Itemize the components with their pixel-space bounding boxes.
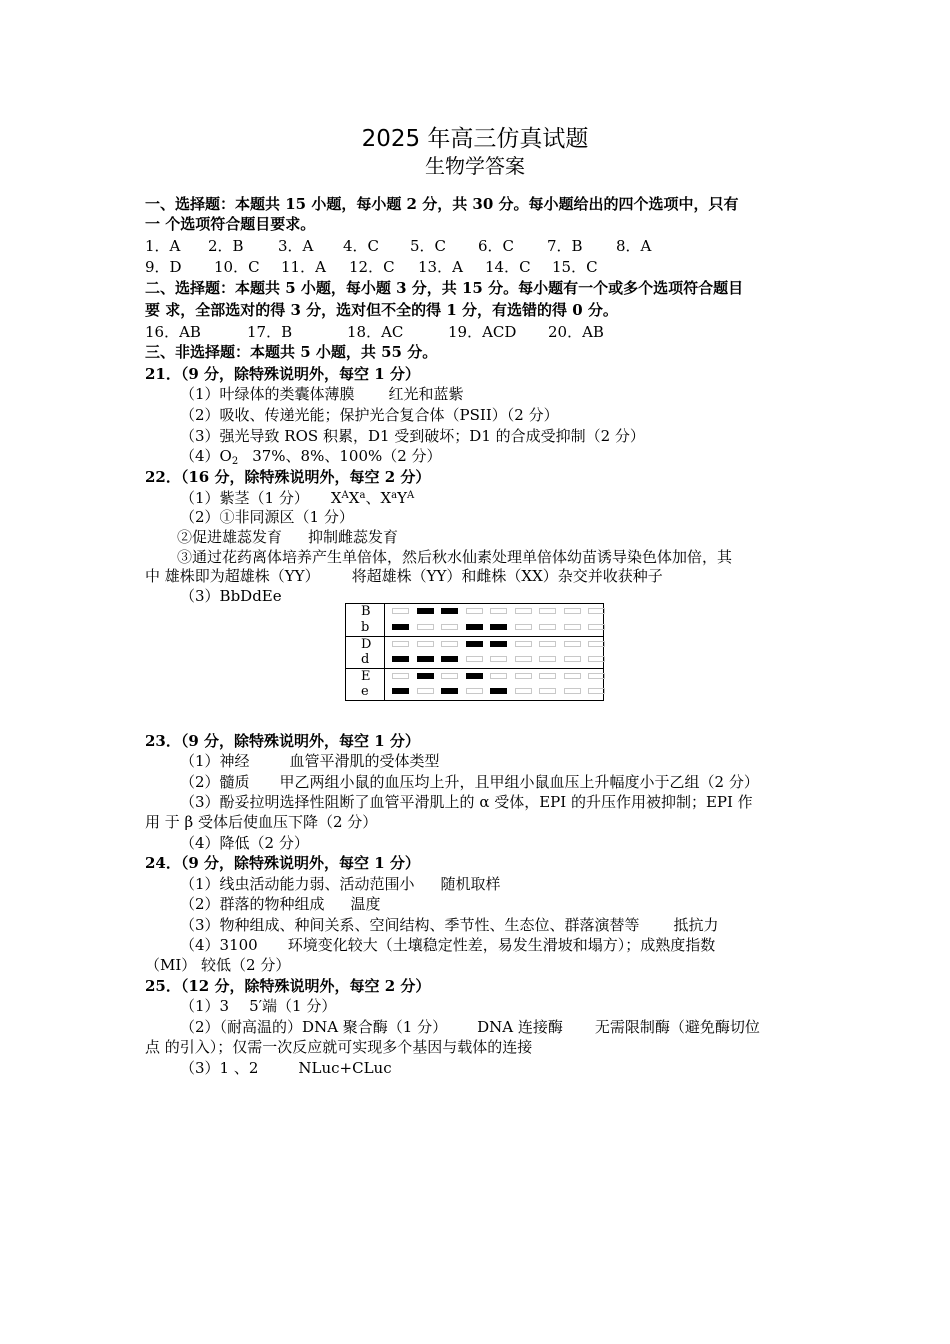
q21-answer-1-part1: （1）叶绿体的类囊体薄膜 <box>180 385 355 403</box>
allele-label: e <box>361 684 369 699</box>
section1-heading-line1: 一、选择题：本题共 15 小题，每小题 2 分，共 30 分。每小题给出的四个选项中，只有 <box>145 195 739 213</box>
q21-answer-4-prefix: （4）O <box>180 447 232 465</box>
band-absent <box>417 688 434 694</box>
band-absent <box>466 688 483 694</box>
q25-answer-1 <box>180 996 336 1016</box>
band-absent <box>417 624 434 630</box>
q23-answer-3-line2: 用 于 β 受体后使血压下降（2 分） <box>145 813 378 831</box>
answer-item: 10．C <box>214 258 260 276</box>
band-absent <box>539 656 556 662</box>
band-present <box>392 656 409 662</box>
band-absent <box>392 673 409 679</box>
band-absent <box>515 641 532 647</box>
q22-answer-1-part1: （1）紫茎（1 分） <box>180 489 309 507</box>
band-absent <box>588 688 605 694</box>
q21-answer-2: （2）吸收、传递光能；保护光合复合体（PSII）（2 分） <box>180 406 559 424</box>
band-absent <box>392 641 409 647</box>
q25-answer-2-part3: 无需限制酶（避免酶切位 <box>594 1018 760 1036</box>
allele-label: B <box>361 604 371 619</box>
q25-answer-2 <box>180 1017 760 1037</box>
q24-answer-3-part2: 抵抗力 <box>673 916 719 934</box>
answer-item: 16．AB <box>145 323 201 341</box>
band-absent <box>539 641 556 647</box>
q24-answer-4-line2: （MI） 较低（2 分） <box>145 956 291 974</box>
band-present <box>417 608 434 614</box>
section2-heading-line2: 要 求，全部选对的得 3 分，选对但不全的得 1 分，有选错的得 0 分。 <box>145 301 618 319</box>
q24-answer-2-part1: （2）群落的物种组成 <box>180 895 325 913</box>
band-absent <box>392 608 409 614</box>
q24-answer-3 <box>180 915 719 935</box>
q25-answer-3-part2: NLuc+CLuc <box>298 1059 392 1077</box>
q22-answer-2-2-part2: 抑制雌蕊发育 <box>308 528 399 546</box>
q23-answer-2 <box>180 772 759 792</box>
band-absent <box>515 673 532 679</box>
q25-answer-3 <box>180 1058 392 1078</box>
q25-heading: 25．（12 分，除特殊说明外，每空 2 分） <box>145 977 431 995</box>
q24-answer-2-part2: 温度 <box>350 895 381 913</box>
band-present <box>490 624 507 630</box>
band-absent <box>490 608 507 614</box>
q22-answer-2: （2）①非同源区（1 分） <box>180 508 354 526</box>
q24-answer-4-part2: 环境变化较大（土壤稳定性差，易发生滑坡和塌方）；成熟度指数 <box>287 936 716 954</box>
q21-answer-1 <box>180 384 464 404</box>
band-absent <box>490 656 507 662</box>
q21-answer-4-sub: 2 <box>231 456 239 467</box>
q24-answer-1 <box>180 874 501 894</box>
band-absent <box>539 608 556 614</box>
allele-band-grid <box>345 603 604 701</box>
grid-row-b <box>346 620 603 636</box>
band-absent <box>441 641 458 647</box>
q22-answer-2-2 <box>177 527 398 547</box>
q23-answer-2-part1: （2）髓质 <box>180 773 250 791</box>
q25-answer-2-part1: （2）（耐高温的）DNA 聚合酶（1 分） <box>180 1018 448 1036</box>
band-absent <box>466 608 483 614</box>
answer-item: 15．C <box>552 258 598 276</box>
band-present <box>490 641 507 647</box>
answer-item: 18．AC <box>347 323 404 341</box>
band-absent <box>564 673 581 679</box>
q22-answer-3: （3）BbDdEe <box>180 587 282 605</box>
band-present <box>466 673 483 679</box>
q25-answer-3-part1: （3）1 、2 <box>180 1059 259 1077</box>
answer-item: 14．C <box>485 258 531 276</box>
band-absent <box>564 624 581 630</box>
answer-item: 19．ACD <box>448 323 517 341</box>
genotype-separator: 、 <box>365 489 381 507</box>
answer-item: 13．A <box>418 258 463 276</box>
q25-answer-2-line2: 点 的引入）；仅需一次反应就可实现多个基因与载体的连接 <box>145 1038 533 1056</box>
band-present <box>392 624 409 630</box>
band-absent <box>588 673 605 679</box>
answer-item: 12．C <box>349 258 395 276</box>
q22-answer-2-3-line1: ③通过花药离体培养产生单倍体，然后秋水仙素处理单倍体幼苗诱导染色体加倍，其 <box>177 548 733 566</box>
q21-answer-4 <box>180 446 442 466</box>
q22-answer-2-3-line2-part1: 中 雄株即为超雄株（YY） <box>145 567 320 585</box>
q23-answer-1 <box>180 751 440 771</box>
band-present <box>392 688 409 694</box>
answer-item: 1．A <box>145 237 181 255</box>
answer-item: 11．A <box>281 258 326 276</box>
q21-answer-4-rest: 37%、8%、100%（2 分） <box>252 447 442 465</box>
band-absent <box>441 673 458 679</box>
q25-answer-1-part2: 5′端（1 分） <box>249 997 337 1015</box>
answer-item: 2．B <box>208 237 244 255</box>
band-absent <box>515 608 532 614</box>
answer-item: 7．B <box>547 237 583 255</box>
genotype-2: $X^aY^A$ <box>380 489 415 507</box>
allele-label: b <box>361 620 370 635</box>
q24-answer-1-part2: 随机取样 <box>440 875 501 893</box>
answer-item: 3．A <box>278 237 314 255</box>
q21-heading: 21．（9 分，除特殊说明外，每空 1 分） <box>145 365 420 383</box>
q23-answer-4: （4）降低（2 分） <box>180 834 309 852</box>
band-present <box>466 641 483 647</box>
genotype-1: $X^AX^a$ <box>330 489 366 507</box>
page-title: 2025 年高三仿真试题 <box>361 126 589 152</box>
band-absent <box>564 656 581 662</box>
section2-heading-line1: 二、选择题：本题共 5 小题，每小题 3 分，共 15 分。每小题有一个或多个选项符合题目 <box>145 279 744 297</box>
grid-row-d <box>346 652 603 668</box>
answer-item: 8．A <box>616 237 652 255</box>
band-present <box>441 688 458 694</box>
grid-row-e <box>346 684 603 700</box>
q24-answer-4-part1: （4）3100 <box>180 936 258 954</box>
allele-label: E <box>361 669 371 684</box>
band-absent <box>490 673 507 679</box>
q23-answer-3-line1: （3）酚妥拉明选择性阻断了血管平滑肌上的 α 受体，EPI 的升压作用被抑制；EPI 作 <box>180 793 753 811</box>
q24-answer-3-part1: （3）物种组成、种间关系、空间结构、季节性、生态位、群落演替等 <box>180 916 640 934</box>
answer-item: 17．B <box>247 323 293 341</box>
q23-answer-1-part2: 血管平滑肌的受体类型 <box>289 752 440 770</box>
q24-answer-1-part1: （1）线虫活动能力弱、活动范围小 <box>180 875 415 893</box>
q25-answer-1-part1: （1）3 <box>180 997 230 1015</box>
answer-item: 4．C <box>343 237 380 255</box>
band-absent <box>564 688 581 694</box>
q22-heading: 22．（16 分，除特殊说明外，每空 2 分） <box>145 468 431 486</box>
answer-item: 5．C <box>410 237 447 255</box>
q21-answer-1-part2: 红光和蓝紫 <box>388 385 464 403</box>
q23-answer-1-part1: （1）神经 <box>180 752 250 770</box>
section1-heading-line2: 一 个选项符合题目要求。 <box>145 215 316 233</box>
band-absent <box>588 608 605 614</box>
q22-answer-2-3-line2-part2: 将超雄株（YY）和雌株（XX）杂交并收获种子 <box>351 567 663 585</box>
band-absent <box>466 656 483 662</box>
q24-answer-4 <box>180 935 715 955</box>
band-absent <box>515 656 532 662</box>
band-absent <box>417 641 434 647</box>
q23-heading: 23．（9 分，除特殊说明外，每空 1 分） <box>145 732 420 750</box>
q23-answer-2-part2: 甲乙两组小鼠的血压均上升，且甲组小鼠血压上升幅度小于乙组（2 分） <box>279 773 759 791</box>
q24-answer-2 <box>180 894 381 914</box>
band-absent <box>564 608 581 614</box>
band-present <box>417 656 434 662</box>
band-absent <box>441 624 458 630</box>
band-absent <box>564 641 581 647</box>
band-present <box>441 656 458 662</box>
allele-label: D <box>361 637 372 652</box>
grid-row-D <box>346 636 603 653</box>
page-subtitle: 生物学答案 <box>425 154 525 178</box>
band-absent <box>588 641 605 647</box>
band-absent <box>588 656 605 662</box>
answer-item: 6．C <box>478 237 515 255</box>
band-absent <box>539 624 556 630</box>
band-absent <box>588 624 605 630</box>
q24-heading: 24．（9 分，除特殊说明外，每空 1 分） <box>145 854 420 872</box>
q22-answer-2-2-part1: ②促进雄蕊发育 <box>177 528 283 546</box>
band-absent <box>539 688 556 694</box>
answer-item: 9．D <box>145 258 182 276</box>
grid-row-E <box>346 668 603 685</box>
answer-item: 20．AB <box>548 323 604 341</box>
q21-answer-3: （3）强光导致 ROS 积累，D1 受到破坏；D1 的合成受抑制（2 分） <box>180 427 645 445</box>
band-present <box>490 688 507 694</box>
section3-heading: 三、非选择题：本题共 5 小题，共 55 分。 <box>145 343 438 361</box>
q22-answer-2-3-line2 <box>145 566 663 586</box>
allele-label: d <box>361 652 370 667</box>
band-absent <box>515 688 532 694</box>
band-present <box>441 608 458 614</box>
band-present <box>417 673 434 679</box>
q25-answer-2-part2: DNA 连接酶 <box>477 1018 563 1036</box>
grid-row-B <box>346 604 603 620</box>
band-absent <box>515 624 532 630</box>
band-absent <box>539 673 556 679</box>
band-present <box>466 624 483 630</box>
q22-answer-1 <box>180 488 414 508</box>
